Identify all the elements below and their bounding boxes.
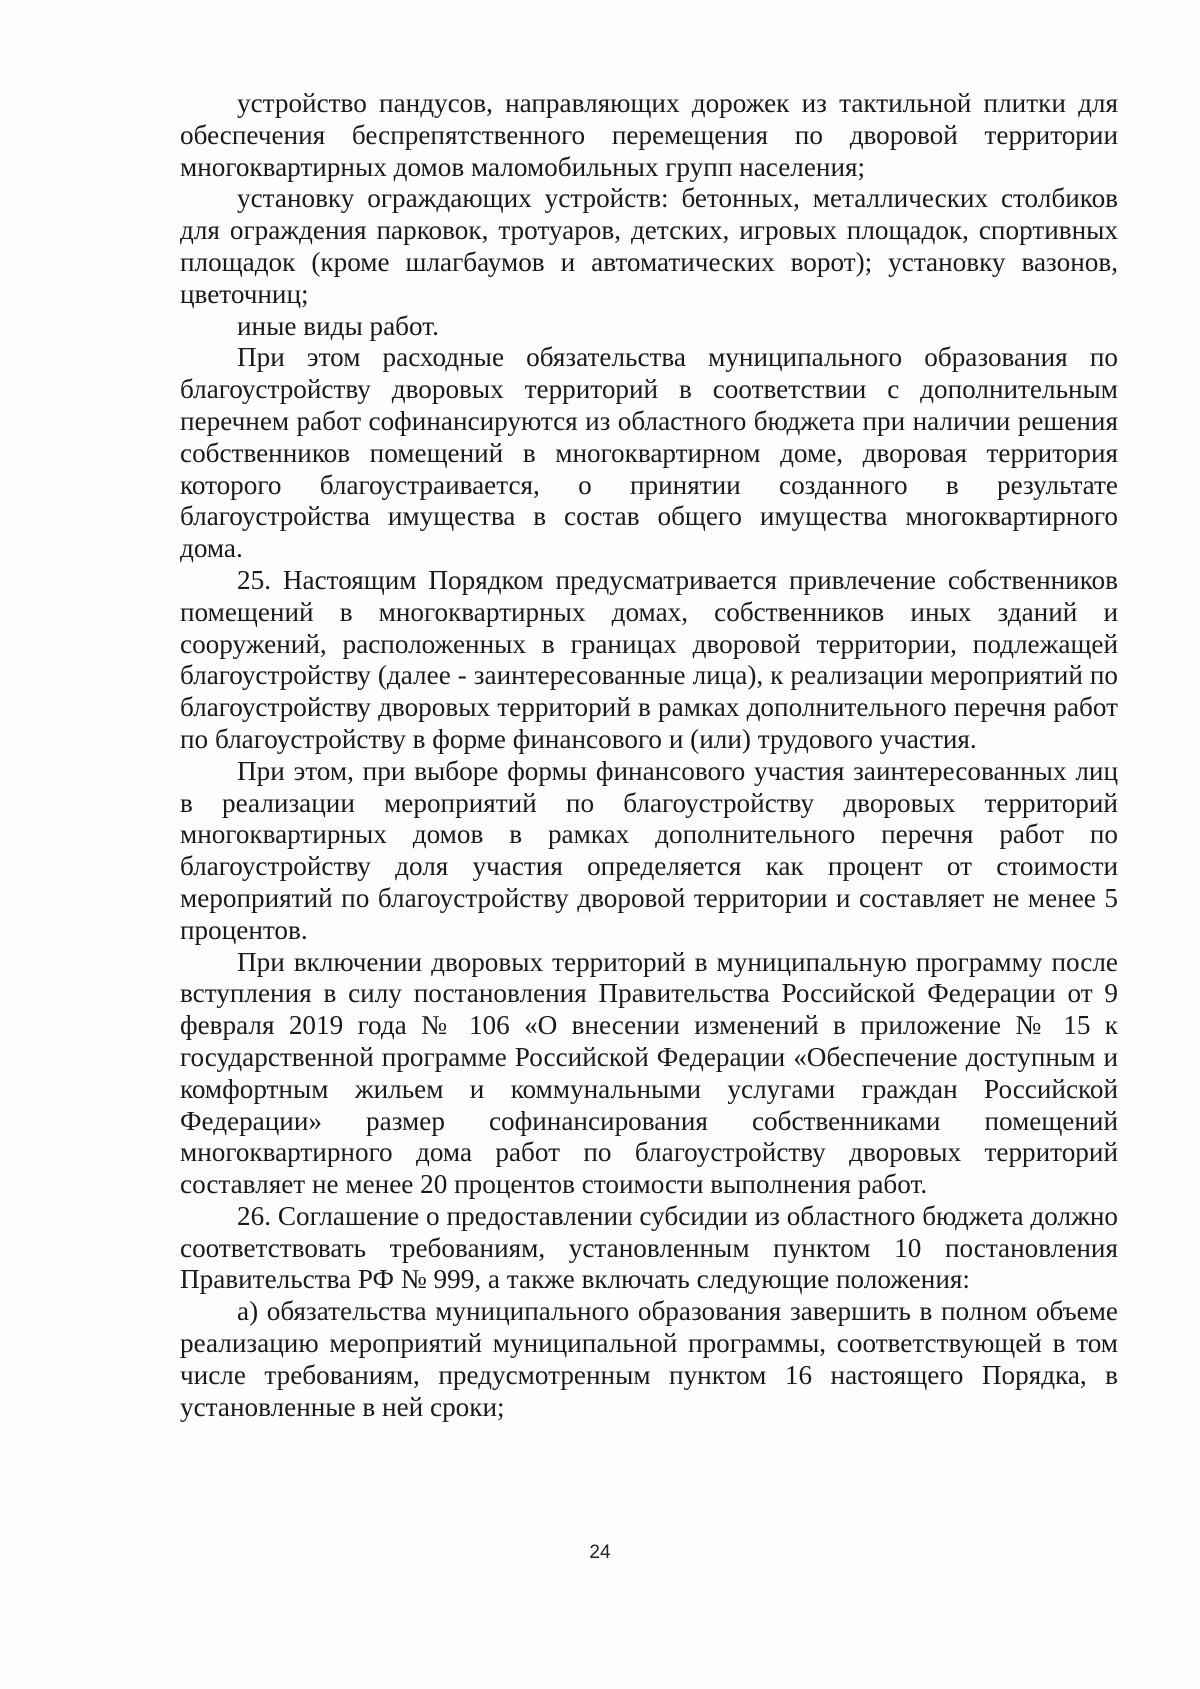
paragraph-item-26: 26. Соглашение о предоставлении субсидии из областного бюджета должно соответствовать требованиям, установленным пунктом 10 постановления Правительства РФ № 999, а также включать следующие положения:: [180, 1200, 1118, 1295]
paragraph-inclusion: При включении дворовых территорий в муниципальную программу после вступления в силу постановления Правительства Российской Федерации от 9 февраля 2019 года № 106 «О внесении изменений в приложение № 15 к государственной программе Российской Федерации «Обеспечение доступным и комфортным жильем и коммунальными услугами граждан Российской Федерации» размер софинансирования собственниками помещений многоквартирного дома работ по благоустройству дворовых территорий составляет не менее 20 процентов стоимости выполнения работ.: [180, 946, 1118, 1200]
paragraph-obligations: При этом расходные обязательства муниципального образования по благоустройству дворовых территорий в соответствии с дополнительным перечнем работ софинансируются из областного бюджета при наличии решения собственников помещений в многоквартирном доме, дворовая территория которого благоустраивается, о принятии созданного в результате благоустройства имущества в состав общего имущества многоквартирного дома.: [180, 342, 1118, 564]
paragraph-financial-participation: При этом, при выборе формы финансового участия заинтересованных лиц в реализации мероприятий по благоустройству дворовых территорий многоквартирных домов в рамках дополнительного перечня работ по благоустройству доля участия определяется как процент от стоимости мероприятий по благоустройству дворовой территории и составляет не менее 5 процентов.: [180, 755, 1118, 945]
paragraph-item-25: 25. Настоящим Порядком предусматривается привлечение собственников помещений в многоквартирных домах, собственников иных зданий и сооружений, расположенных в границах дворовой территории, подлежащей благоустройству (далее - заинтересованные лица), к реализации мероприятий по благоустройству дворовых территорий в рамках дополнительного перечня работ по благоустройству в форме финансового и (или) трудового участия.: [180, 564, 1118, 754]
paragraph-item-26a: а) обязательства муниципального образования завершить в полном объеме реализацию мероприятий муниципальной программы, соответствующей в том числе требованиям, предусмотренным пунктом 16 настоящего Порядка, в установленные в ней сроки;: [180, 1296, 1118, 1422]
paragraph-fencing: установку ограждающих устройств: бетонных, металлических столбиков для ограждения парковок, тротуаров, детских, игровых площадок, спортивных площадок (кроме шлагбаумов и автоматических ворот); установку вазонов, цветочниц;: [180, 183, 1118, 309]
page-number: 24: [589, 1542, 611, 1563]
paragraph-other-works: иные виды работ.: [237, 310, 439, 341]
document-body: [180, 88, 1118, 1423]
paragraph-ramps: устройство пандусов, направляющих дорожек из тактильной плитки для обеспечения беспрепятственного перемещения по дворовой территории многоквартирных домов маломобильных групп населения;: [180, 88, 1118, 182]
